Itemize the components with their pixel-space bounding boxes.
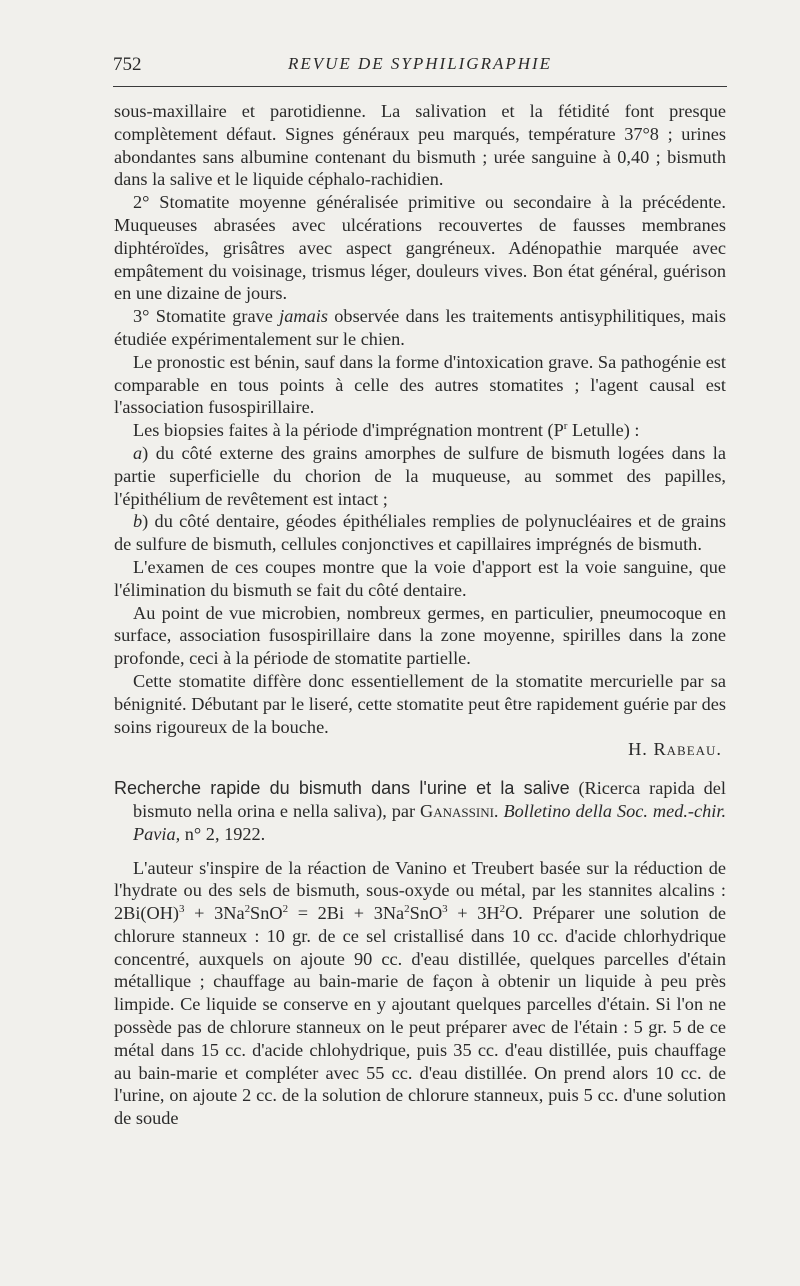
paragraph: L'auteur s'inspire de la réaction de Vanino et Treubert basée sur la réduction de l'hydrate ou des sels de bismuth, sous-oxyde ou métal, par les stannites alcalins : $2Bi(OH)^3 + 3Na^2SnO^2 = 2Bi + 3Na^2SnO^3 + 3H^2O$. Préparer une solution de chlorure stanneux : 10 gr. de ce sel cristallisé dans 10 cc. d'acide chlorhydrique concentré, auxquels on ajoute 90 cc. d'eau distillée, quelques parcelles d'étain métallique ; chauffage au bain-marie de façon à obtenir un liquide à peu près limpide. Ce liquide se conserve en y ajoutant quelques parcelles d'étain. Si l'on ne possède pas de chlorure stanneux on le peut préparer avec de l'étain : 5 gr. 5 de ce métal dans 15 cc. d'acide chlohydrique, puis 35 cc. d'eau distillée, puis chauffage au bain-marie et compléter avec 55 cc. d'eau distillée. On prend alors 10 cc. de l'urine, on ajoute 2 cc. de la solution de chlorure stanneux, puis 5 cc. d'une solution de soude xyxy=(114,857,726,1129)
article-heading: Recherche rapide du bismuth dans l'urine et la salive (Ricerca rapida del bismuto nella orina e nella saliva), par Ganassini. Bolletino della Soc. med.-chir. Pavia, n° 2, 1922. xyxy=(114,778,727,844)
paragraph: sous-maxillaire et parotidienne. La salivation et la fétidité font presque complètement défaut. Signes généraux peu marqués, température 37°8 ; urines abondantes sans albumine contenant du bismuth ; urée sanguine à 0,40 ; bismuth dans la salive et le liquide céphalo-rachidien. xyxy=(114,101,726,190)
spacer xyxy=(114,846,726,857)
paragraph: a) du côté externe des grains amorphes de sulfure de bismuth logées dans la partie superficielle du chorion de la muqueuse, au sommet des papilles, l'épithélium de revêtement est intact ; xyxy=(114,442,726,509)
paragraph: Les biopsies faites à la période d'imprégnation montrent ($P^r$ Letulle) : xyxy=(133,420,640,441)
journal-name: Bolletino della Soc. med.-chir. Pavia, xyxy=(133,800,727,844)
paragraph: 2° Stomatite moyenne généralisée primitive ou secondaire à la précédente. Muqueuses abrasées avec ulcérations recouvertes de fausses membranes diphtéroïdes, grisâtres avec aspect gangréneux. Adénopathie marquée avec empâtement du voisinage, trismus léger, douleurs vives. Bon état général, guérison en une dizaine de jours. xyxy=(114,192,726,304)
page-number: 752 xyxy=(113,54,142,75)
header-rule xyxy=(113,86,727,87)
paragraph: L'examen de ces coupes montre que la voie d'apport est la voie sanguine, que l'élimination du bismuth se fait du côté dentaire. xyxy=(114,556,726,600)
author-name: Ganassini xyxy=(420,800,494,821)
list-label: a xyxy=(133,442,143,463)
emphasis: jamais xyxy=(279,306,328,327)
paragraph: Le pronostic est bénin, sauf dans la forme d'intoxication grave. Sa pathogénie est comparable en tous points à celle des autres stomatites ; l'agent causal est l'association fusospirillaire. xyxy=(114,351,726,418)
spacer xyxy=(114,761,726,777)
author-signature: H. Rabeau. xyxy=(628,739,722,760)
paragraph: Au point de vue microbien, nombreux germes, en particulier, pneumocoque en surface, association fusospirillaire dans la zone moyenne, spirilles dans la zone profonde, ceci à la période de stomatite partielle. xyxy=(114,602,726,669)
article-title: Recherche rapide du bismuth dans l'urine et la salive xyxy=(114,778,570,799)
paragraph: Cette stomatite diffère donc essentiellement de la stomatite mercurielle par sa bénignité. Débutant par le liseré, cette stomatite peut être rapidement guérie par des soins rigoureux de la bouche. xyxy=(114,670,726,737)
body-text xyxy=(114,100,726,1130)
page-header xyxy=(113,54,727,84)
list-label: b xyxy=(133,511,143,532)
paragraph: b) du côté dentaire, géodes épithéliales remplies de polynucléaires et de grains de sulfure de bismuth, cellules conjonctives et capillaires imprégnés de bismuth. xyxy=(114,511,726,555)
paragraph: 3° Stomatite grave jamais observée dans les traitements antisyphilitiques, mais étudiée expérimentalement sur le chien. xyxy=(114,306,726,349)
running-title: REVUE DE SYPHILIGRAPHIE xyxy=(287,54,553,73)
